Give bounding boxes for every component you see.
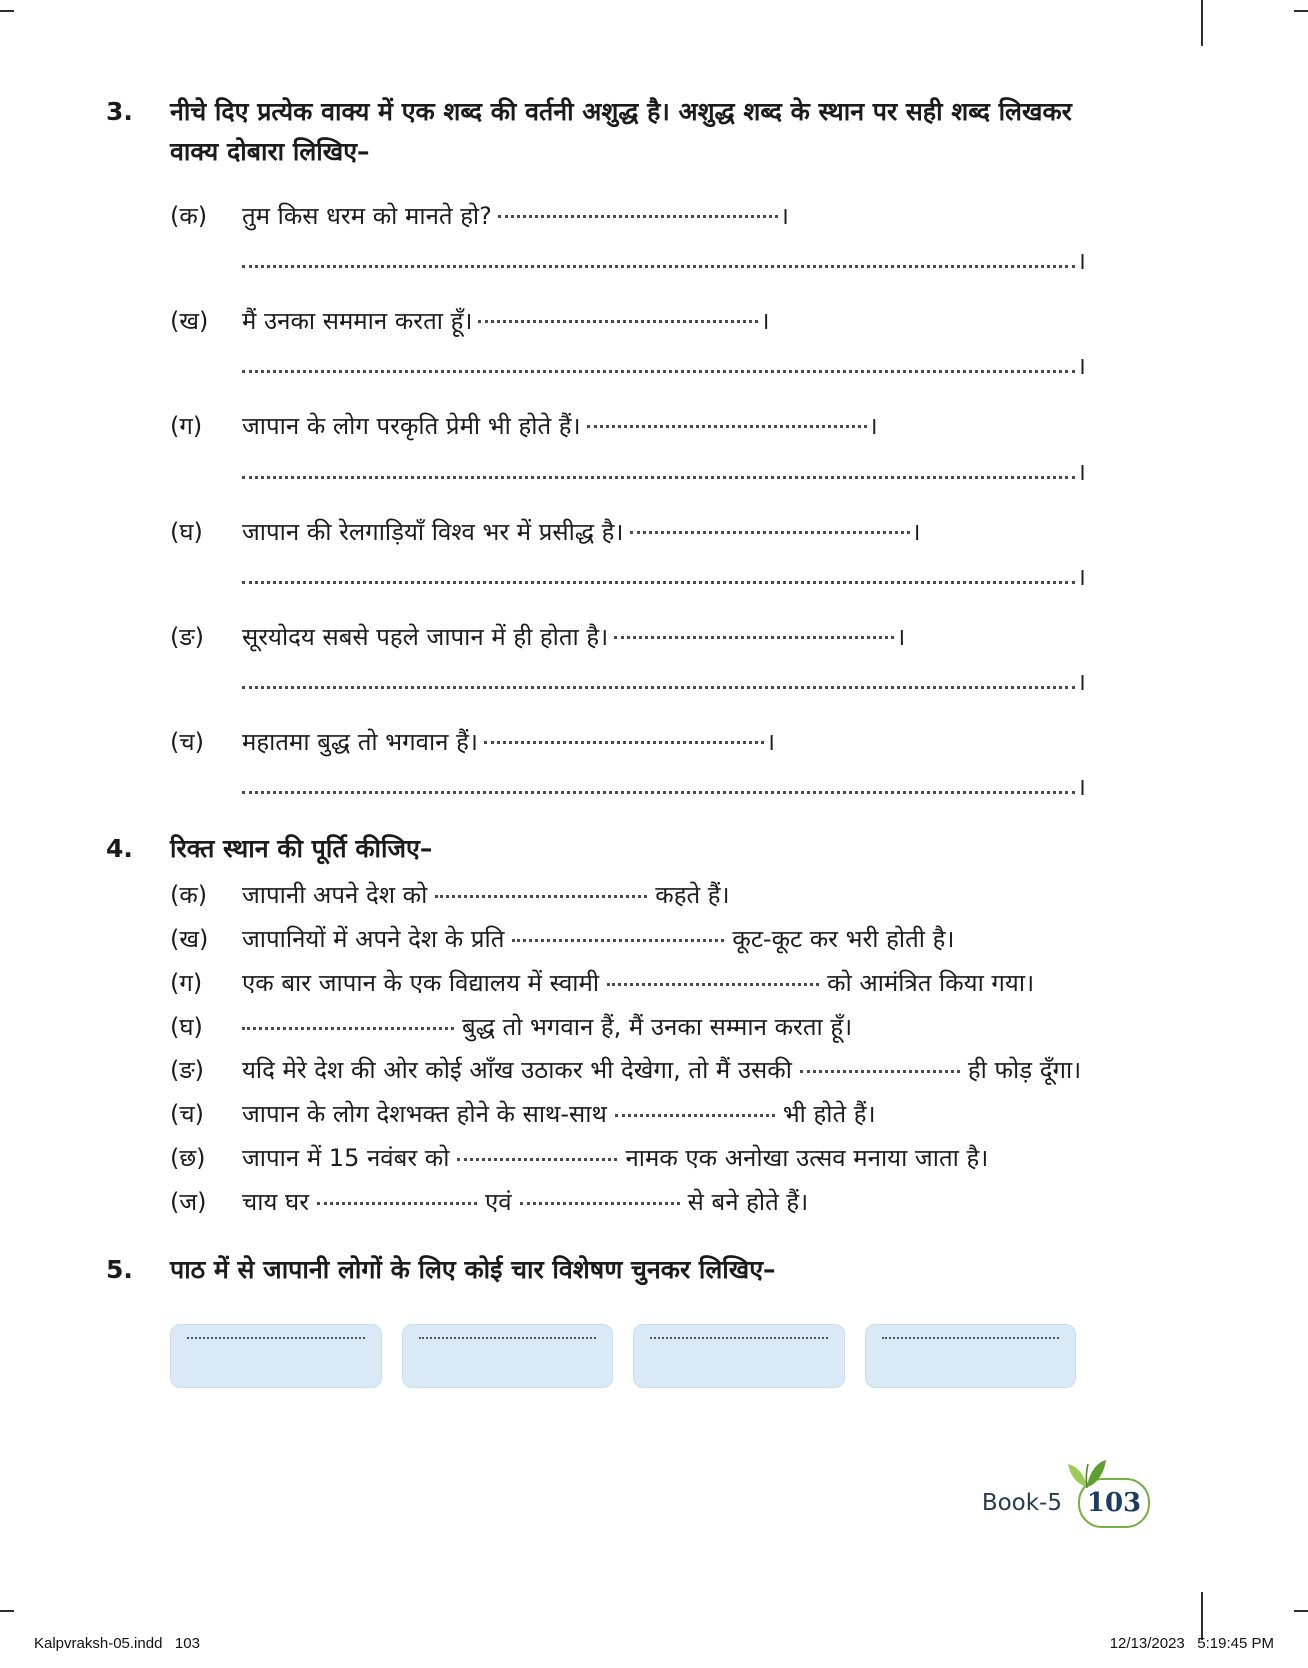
sentence-before: जापान में 15 नवंबर को: [242, 1143, 450, 1172]
crop-mark: [0, 1610, 14, 1612]
answer-dots-line: [242, 791, 1075, 794]
page-number: 103: [1086, 1488, 1142, 1518]
crop-mark: [1201, 0, 1203, 46]
item-label: (ख): [170, 307, 209, 336]
answer-box: [633, 1324, 845, 1388]
sentence-before: यदि मेरे देश की ओर कोई आँख उठाकर भी देखेगा, तो मैं उसकी: [242, 1056, 792, 1085]
item-label: (छ): [170, 1143, 206, 1172]
answer-dots: [484, 741, 764, 744]
question-3-number: 3.: [106, 97, 133, 126]
sentence-before: जापानी अपने देश को: [242, 881, 428, 910]
exercise-item-cha: [170, 724, 1112, 803]
item-sentence: [242, 922, 1112, 957]
answer-box: [170, 1324, 382, 1388]
danda: ।: [1076, 352, 1086, 381]
item-label: (घ): [170, 517, 203, 546]
answer-box: [402, 1324, 614, 1388]
fill-blank: [317, 1202, 477, 1205]
answer-box-row: [170, 1324, 1076, 1388]
answer-dots: [419, 1337, 597, 1339]
item-label: (ग): [170, 412, 203, 441]
book-label: Book-5: [981, 1490, 1062, 1516]
question-5: [106, 1250, 1112, 1388]
item-sentence: [242, 303, 1112, 340]
answer-write-line: [170, 352, 1086, 382]
fill-blank: [435, 895, 647, 898]
item-sentence: [242, 198, 1112, 235]
page-number-badge: [1078, 1478, 1150, 1528]
question-4: [106, 829, 1112, 1219]
item-label: (ग): [170, 968, 203, 997]
answer-dots: [650, 1337, 828, 1339]
sentence-before: एक बार जापान के एक विद्यालय में स्वामी: [242, 968, 600, 997]
question-3-heading: नीचे दिए प्रत्येक वाक्य में एक शब्द की वर्तनी अशुद्ध है। अशुद्ध शब्द के स्थान पर सही शब्द लिखकर वाक्य दोबारा लिखिए–: [170, 97, 1072, 166]
item-label: (च): [170, 1100, 204, 1129]
sentence-before: चाय घर: [242, 1187, 310, 1216]
fill-blank-item-ka: [170, 878, 1112, 913]
sentence-after: से बने होते हैं।: [687, 1187, 809, 1216]
fill-blank: [242, 1027, 454, 1030]
fill-blank-item-nga: [170, 1053, 1112, 1088]
item-label: (क): [170, 202, 208, 230]
answer-dots-line: [242, 265, 1075, 268]
question-4-number: 4.: [106, 834, 133, 864]
answer-dots: [630, 531, 910, 534]
item-sentence: [242, 1185, 1112, 1220]
fill-blank: [800, 1070, 960, 1073]
sentence-before: जापान के लोग देशभक्त होने के साथ-साथ: [242, 1100, 607, 1129]
answer-dots: [478, 320, 758, 323]
item-label: (च): [170, 727, 204, 756]
danda: ।: [868, 412, 878, 441]
sentence-after: बुद्ध तो भगवान हैं, मैं उनका सम्मान करता हूँ।: [462, 1012, 853, 1041]
exercise-item-ka: [170, 198, 1112, 277]
item-label: (ख): [170, 924, 209, 953]
question-4-body: [170, 829, 1112, 1219]
fill-blank-item-ja: [170, 1185, 1112, 1220]
question-3: [106, 92, 1112, 803]
fill-blank: [512, 939, 724, 942]
fill-blank: [615, 1114, 775, 1117]
sentence-after: नामक एक अनोखा उत्सव मनाया जाता है।: [625, 1143, 989, 1172]
item-sentence: [242, 1010, 1112, 1045]
sentence-after: कहते हैं।: [655, 881, 730, 910]
item-sentence: [242, 514, 1112, 551]
item-sentence: [242, 724, 1112, 761]
question-5-heading: पाठ में से जापानी लोगों के लिए कोई चार विशेषण चुनकर लिखिए–: [170, 1254, 776, 1284]
sentence-after: को आमंत्रित किया गया।: [827, 968, 1035, 997]
crop-mark: [1294, 1610, 1308, 1612]
item-sentence: [242, 878, 1112, 913]
exercise-item-ga: [170, 408, 1112, 487]
fill-blank-item-ga: [170, 966, 1112, 1001]
answer-dots: [882, 1337, 1060, 1339]
item-label: (ङ): [170, 1056, 205, 1085]
item-label: (क): [170, 881, 208, 910]
answer-write-line: [170, 457, 1086, 488]
item-sentence: [242, 1053, 1112, 1088]
question-3-body: [170, 92, 1112, 803]
answer-write-line: [170, 247, 1086, 277]
imprint-right: 12/13/2023 5:19:45 PM: [1109, 1635, 1274, 1652]
item-sentence: [242, 966, 1112, 1001]
sentence-text: मैं उनका सममान करता हूँ।: [242, 307, 473, 336]
answer-dots: [587, 425, 867, 428]
answer-dots-line: [242, 370, 1075, 373]
danda: ।: [1076, 457, 1086, 486]
fill-blank: [607, 983, 819, 986]
exercise-item-nga: [170, 619, 1112, 698]
item-label: (घ): [170, 1012, 203, 1041]
sentence-mid: एवं: [485, 1187, 512, 1216]
answer-dots-line: [242, 476, 1075, 479]
crop-mark: [0, 10, 14, 12]
sentence-text: जापान के लोग परकृति प्रेमी भी होते हैं।: [242, 412, 581, 441]
item-sentence: [242, 619, 1112, 656]
question-5-number: 5.: [106, 1254, 133, 1284]
fill-blank-item-cha: [170, 1097, 1112, 1132]
exercise-item-gha: [170, 514, 1112, 593]
answer-dots: [187, 1337, 365, 1339]
danda: ।: [760, 307, 770, 336]
sentence-after: ही फोड़ दूँगा।: [967, 1056, 1082, 1085]
question-4-heading: रिक्त स्थान की पूर्ति कीजिए–: [170, 834, 433, 864]
answer-dots-line: [242, 581, 1075, 584]
item-sentence: [242, 1141, 1112, 1176]
danda: ।: [779, 202, 789, 230]
item-sentence: [242, 1097, 1112, 1132]
danda: ।: [1076, 562, 1086, 591]
answer-write-line: [170, 773, 1086, 803]
item-label: (ङ): [170, 622, 205, 651]
question-5-body: [170, 1250, 1112, 1388]
answer-dots-line: [242, 686, 1075, 689]
danda: ।: [1076, 247, 1086, 276]
sentence-after: भी होते हैं।: [782, 1100, 876, 1129]
sentence-after: कूट-कूट कर भरी होती है।: [732, 924, 955, 953]
fill-blank-item-kha: [170, 922, 1112, 957]
imprint-line: [34, 1635, 1274, 1652]
footer-badge: [982, 1478, 1150, 1528]
item-label: (ज): [170, 1187, 207, 1216]
danda: ।: [911, 517, 921, 546]
danda: ।: [1076, 667, 1086, 696]
crop-mark: [1201, 1592, 1203, 1640]
answer-write-line: [170, 562, 1086, 593]
leaf-icon: [1066, 1456, 1108, 1494]
danda: ।: [896, 622, 906, 651]
fill-blank: [520, 1202, 680, 1205]
answer-dots: [614, 636, 894, 639]
item-sentence: [242, 408, 1112, 445]
sentence-text: जापान की रेलगाड़ियाँ विश्व भर में प्रसीद्ध है।: [242, 517, 624, 546]
crop-mark: [1294, 10, 1308, 12]
fill-blank: [457, 1158, 617, 1161]
fill-blank-item-chha: [170, 1141, 1112, 1176]
sentence-text: महातमा बुद्ध तो भगवान हैं।: [242, 727, 478, 756]
answer-dots: [498, 215, 778, 218]
answer-box: [865, 1324, 1077, 1388]
imprint-left: Kalpvraksh-05.indd 103: [34, 1635, 200, 1652]
answer-write-line: [170, 667, 1086, 698]
danda: ।: [765, 727, 776, 756]
sentence-before: जापानियों में अपने देश के प्रति: [242, 924, 505, 953]
danda: ।: [1076, 773, 1086, 802]
exercise-item-kha: [170, 303, 1112, 382]
sentence-text: सूरयोदय सबसे पहले जापान में ही होता है।: [242, 622, 609, 651]
fill-blank-item-gha: [170, 1010, 1112, 1045]
sentence-text: तुम किस धरम को मानते हो?: [242, 202, 492, 230]
